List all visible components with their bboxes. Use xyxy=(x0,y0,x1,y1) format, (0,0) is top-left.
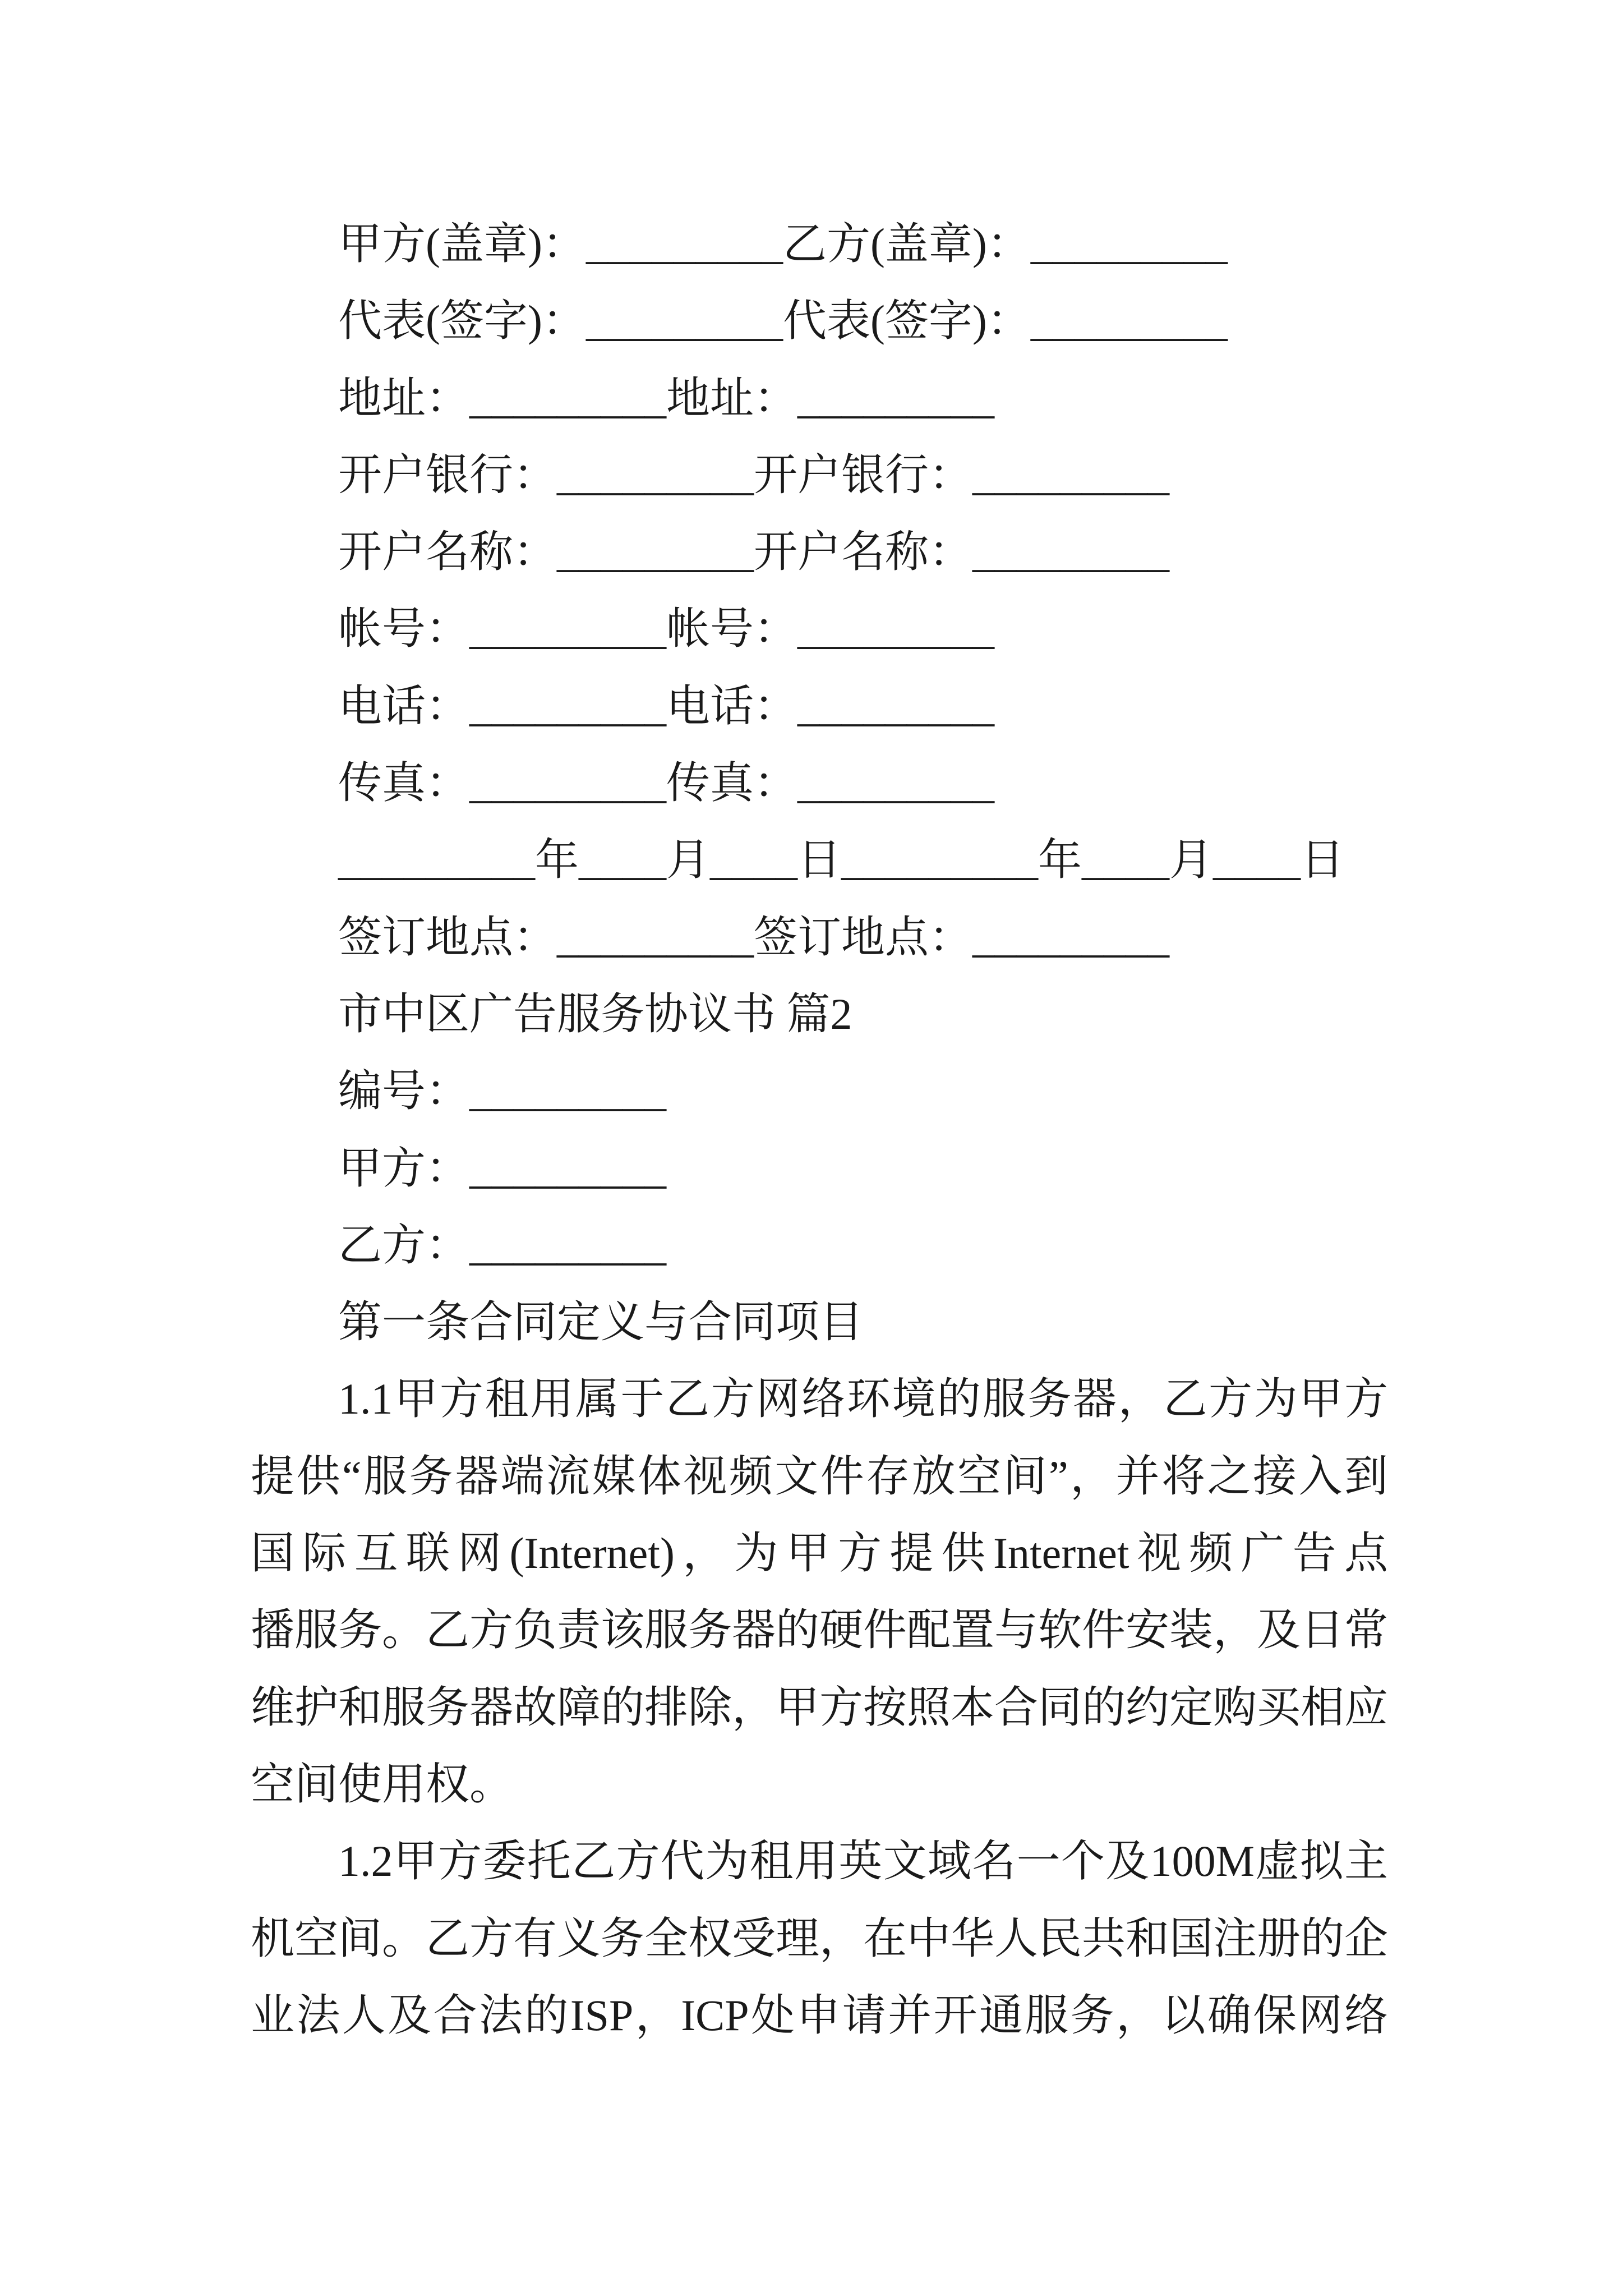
clause-line: 机空间。乙方有义务全权受理，在中华人民共和国注册的企 xyxy=(251,1913,1389,1963)
address-line: 地址：_________地址：_________ xyxy=(338,373,995,422)
agreement-section xyxy=(251,976,1388,2054)
signature-block xyxy=(251,205,1388,976)
clause-line: 1.2甲方委托乙方代为租用英文域名一个及100M虚拟主 xyxy=(338,1837,1388,1886)
party-b-field: 乙方：_________ xyxy=(338,1220,667,1269)
article-heading: 第一条合同定义与合同项目 xyxy=(338,1297,864,1347)
clause-line: 维护和服务器故障的排除，甲方按照本合同的约定购买相应 xyxy=(251,1682,1389,1732)
seal-line: 甲方(盖章)：_________乙方(盖章)：_________ xyxy=(338,219,1228,268)
party-a-field: 甲方：_________ xyxy=(338,1143,667,1193)
bank-line: 开户银行：_________开户银行：_________ xyxy=(338,450,1170,499)
representative-signature-line: 代表(签字)：_________代表(签字)：_________ xyxy=(338,296,1228,346)
clause-line: 业法人及合法的ISP，ICP处申请并开通服务，以确保网络 xyxy=(251,1990,1388,2040)
clause-line: 空间使用权。 xyxy=(251,1759,514,1809)
clause-line: 提供“服务器端流媒体视频文件存放空间”，并将之接入到 xyxy=(251,1451,1388,1501)
clause-line: 1.1甲方租用属于乙方网络环境的服务器，乙方为甲方 xyxy=(338,1374,1388,1424)
account-name-line: 开户名称：_________开户名称：_________ xyxy=(338,527,1170,577)
agreement-title: 市中区广告服务协议书 篇2 xyxy=(338,989,852,1038)
clause-line: 播服务。乙方负责该服务器的硬件配置与软件安装，及日常 xyxy=(251,1605,1389,1655)
date-line: _________年____月____日_________年____月____日 xyxy=(338,835,1345,885)
account-number-line: 帐号：_________帐号：_________ xyxy=(338,604,995,654)
clause-line: 国际互联网(Internet)，为甲方提供Internet视频广告点 xyxy=(251,1529,1388,1578)
clause-1-2 xyxy=(251,1823,1388,2054)
fax-line: 传真：_________传真：_________ xyxy=(338,758,995,808)
contract-number-field: 编号：_________ xyxy=(338,1066,667,1116)
document-page xyxy=(251,205,1388,2054)
phone-line: 电话：_________电话：_________ xyxy=(338,681,995,730)
signing-place-line: 签订地点：_________签订地点：_________ xyxy=(338,912,1170,961)
clause-1-1 xyxy=(251,1360,1388,1823)
